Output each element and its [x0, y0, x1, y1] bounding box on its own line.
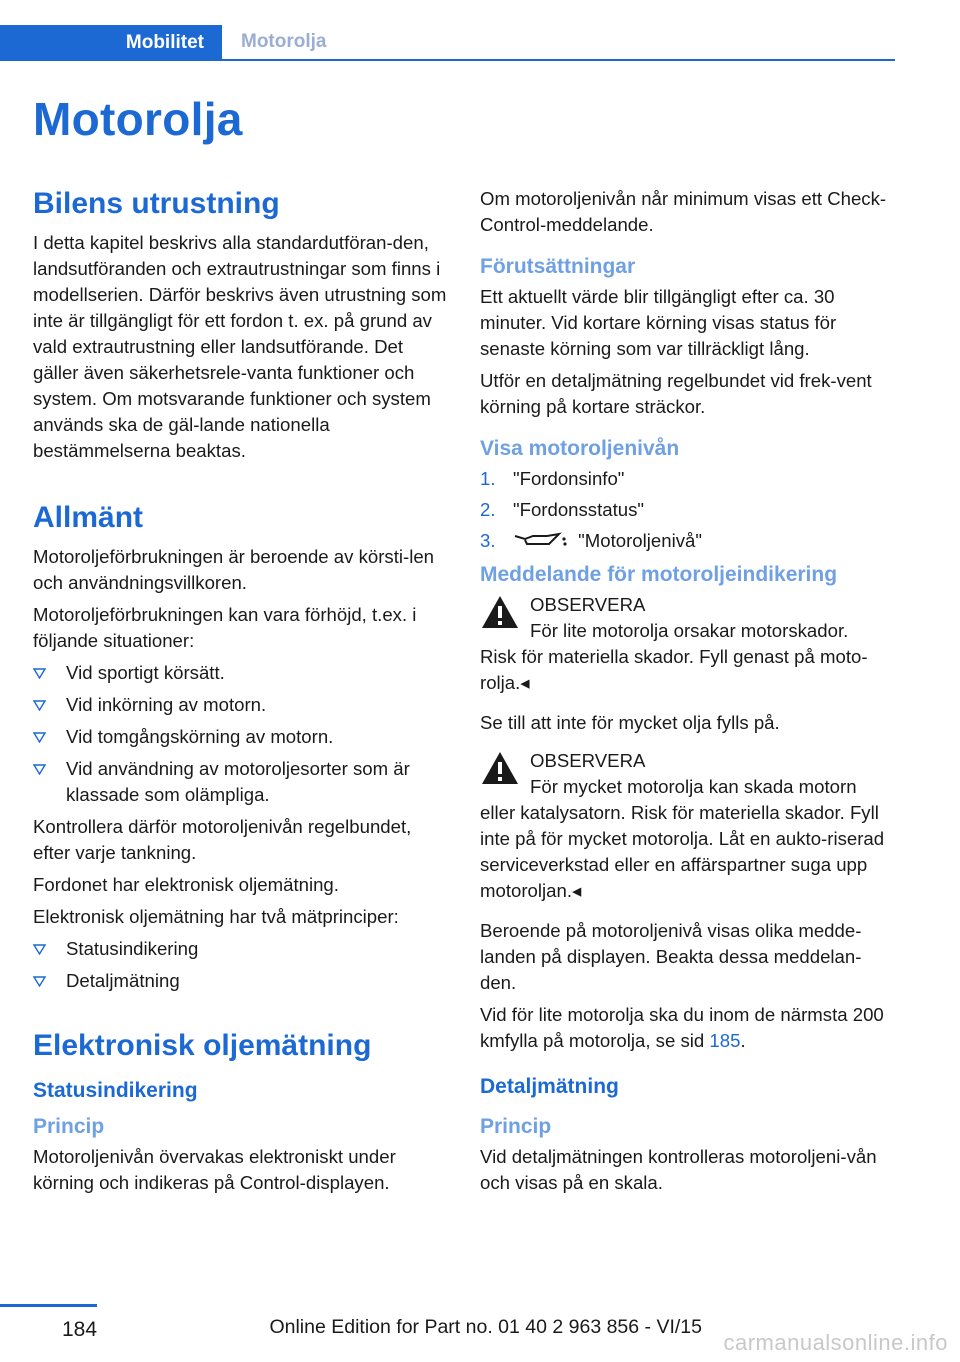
paragraph: Ett aktuellt värde blir tillgängligt efter ca. 30 minuter. Vid kortare körning visas status för senaste körning som var tillräckligt lång. — [480, 286, 837, 359]
list-item-text: Vid inkörning av motorn. — [66, 694, 267, 715]
oil-can-icon — [513, 530, 567, 550]
subsection-title-detaljmatning: Detaljmätning — [480, 1075, 619, 1098]
warning-text: Risk för materiella skador. Fyll genast på moto-rolja.◂ — [480, 646, 868, 693]
principles-list — [33, 936, 447, 994]
list-item — [33, 936, 447, 962]
list-item-text: Detaljmätning — [66, 970, 180, 991]
step-number: 3. — [480, 530, 496, 551]
list-item — [33, 724, 447, 750]
paragraph: Motoroljeförbrukningen kan vara förhöjd, t.ex. i följande situationer: — [33, 604, 417, 651]
section-title-bilens-utrustning: Bilens utrustning — [33, 187, 280, 220]
subsection-title-statusindikering: Statusindikering — [33, 1079, 198, 1102]
triangle-bullet-icon — [33, 764, 46, 775]
step-item — [480, 497, 896, 523]
paragraph: Utför en detaljmätning regelbundet vid frek-vent körning på kortare sträckor. — [480, 370, 872, 417]
minor-heading-princip: Princip — [480, 1115, 552, 1138]
list-item — [33, 692, 447, 718]
tab-underline — [0, 59, 895, 61]
page-number: 184 — [62, 1318, 98, 1341]
warning-text: För lite motorolja orsakar motorskador. — [530, 620, 849, 641]
paragraph: Elektronisk oljemätning har två mätprinciper: — [33, 906, 399, 927]
triangle-bullet-icon — [33, 944, 46, 955]
page-reference-link[interactable]: 185 — [709, 1030, 741, 1051]
list-item — [33, 756, 447, 808]
step-text: "Fordonsstatus" — [513, 499, 645, 520]
list-item — [33, 968, 447, 994]
paragraph: Motoroljenivån övervakas elektroniskt under körning och indikeras på Control-displayen. — [33, 1146, 396, 1193]
warning-text: För mycket motorolja kan skada motorn — [530, 776, 857, 797]
triangle-bullet-icon — [33, 976, 46, 987]
list-item-text: Vid användning av motoroljesorter som är klassade som olämpliga. — [66, 758, 410, 805]
situations-list — [33, 660, 447, 808]
list-item-text: Vid tomgångskörning av motorn. — [66, 726, 334, 747]
paragraph: Beroende på motoroljenivå visas olika medde-landen på displayen. Beakta dessa meddelan-den. — [480, 920, 862, 993]
warning-block — [480, 748, 896, 904]
paragraph: I detta kapitel beskrivs alla standardutföran-den, landsutföranden och extrautrustningar som finns i modellserien. Därför beskrivs även utrustning som inte är tillgängligt för ett fordon t. ex. på grund av vald extrautrustning eller landsutförande. Det gäller även säkerhetsrele-vanta funktioner och system. Om motsvarande funktioner och system används ska de gäl-lande nationella bestämmelserna beaktas. — [33, 232, 447, 461]
minor-heading-meddelande: Meddelande för motoroljeindikering — [480, 563, 838, 586]
triangle-bullet-icon — [33, 732, 46, 743]
step-item — [480, 528, 896, 554]
chapter-tab-bar — [0, 25, 895, 61]
warning-triangle-icon — [480, 750, 520, 786]
warning-triangle-icon — [480, 594, 520, 630]
warning-block — [480, 592, 896, 696]
list-item-text: Vid sportigt körsätt. — [66, 662, 225, 683]
section-title-allmant: Allmänt — [33, 501, 144, 534]
section-title-elektronisk-oljematning: Elektronisk oljemätning — [33, 1029, 372, 1062]
page-title: Motorolja — [33, 93, 243, 145]
paragraph: Om motoroljenivån når minimum visas ett Check-Control-meddelande. — [480, 188, 887, 235]
paragraph: Se till att inte för mycket olja fylls på. — [480, 712, 780, 733]
paragraph: Fordonet har elektronisk oljemätning. — [33, 874, 339, 895]
footer-rule — [0, 1304, 97, 1307]
tab-mobilitet[interactable]: Mobilitet — [0, 25, 222, 61]
triangle-bullet-icon — [33, 668, 46, 679]
warning-heading: OBSERVERA — [530, 750, 646, 771]
paragraph-text: Vid för lite motorolja ska du inom de närmsta 200 kmfylla på motorolja, se sid — [480, 1004, 884, 1051]
tab-motorolja[interactable]: Motorolja — [241, 31, 327, 52]
step-number: 1. — [480, 468, 496, 489]
paragraph: Motoroljeförbrukningen är beroende av körsti-len och användningsvillkoren. — [33, 546, 435, 593]
warning-text: eller katalysatorn. Risk för materiella skador. Fyll inte på för mycket motorolja. Låt en aukto-riserad serviceverkstad eller en affärspartner suga upp motoroljan.◂ — [480, 802, 885, 901]
step-number: 2. — [480, 499, 496, 520]
list-item — [33, 660, 447, 686]
step-text: "Motoroljenivå" — [578, 530, 702, 551]
minor-heading-visa-motoroljenivan: Visa motoroljenivån — [480, 437, 680, 460]
right-column — [480, 186, 896, 1202]
minor-heading-princip: Princip — [33, 1115, 105, 1138]
minor-heading-forutsattningar: Förutsättningar — [480, 255, 636, 278]
paragraph-end: . — [740, 1030, 746, 1051]
watermark: carmanualsonline.info — [723, 1330, 948, 1355]
step-item — [480, 466, 896, 492]
paragraph-page-ref — [480, 1002, 896, 1054]
warning-heading: OBSERVERA — [530, 594, 646, 615]
paragraph: Kontrollera därför motoroljenivån regelbundet, efter varje tankning. — [33, 816, 412, 863]
paragraph: Vid detaljmätningen kontrolleras motoroljeni-vån och visas på en skala. — [480, 1146, 877, 1193]
edition-text: Online Edition for Part no. 01 40 2 963 856 - VI/15 — [269, 1316, 702, 1338]
step-text: "Fordonsinfo" — [513, 468, 625, 489]
list-item-text: Statusindikering — [66, 938, 199, 959]
steps-list — [480, 466, 896, 554]
left-column — [33, 186, 447, 1202]
triangle-bullet-icon — [33, 700, 46, 711]
